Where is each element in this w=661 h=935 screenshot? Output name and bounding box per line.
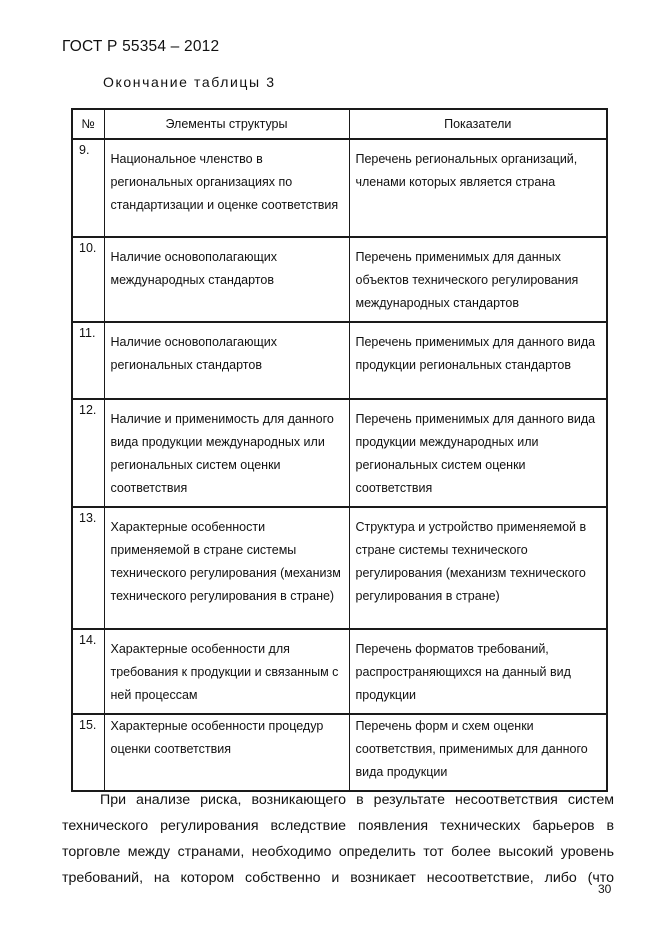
page-number: 30 (598, 882, 612, 896)
row-number: 14. (72, 629, 104, 714)
table-row (72, 507, 607, 629)
row-indicator: Перечень применимых для данного вида продукции международных или региональных систем оценки соответствия (349, 399, 607, 507)
table-row (72, 714, 607, 791)
row-number: 11. (72, 322, 104, 399)
table-row (72, 399, 607, 507)
row-element: Характерные особенности процедур оценки соответствия (104, 714, 349, 791)
row-indicator: Перечень применимых для данного вида продукции региональных стандартов (349, 322, 607, 399)
row-element: Национальное членство в региональных организациях по стандартизации и оценке соответствия (104, 139, 349, 237)
row-element: Наличие и применимость для данного вида продукции международных или региональных систем оценки соответствия (104, 399, 349, 507)
row-element: Наличие основополагающих международных стандартов (104, 237, 349, 322)
table-row (72, 237, 607, 322)
table-row (72, 629, 607, 714)
column-header-indicators: Показатели (349, 109, 607, 139)
row-element: Характерные особенности применяемой в стране системы технического регулирования (механизм технического регулирования в стране) (104, 507, 349, 629)
row-indicator: Перечень форматов требований, распространяющихся на данный вид продукции (349, 629, 607, 714)
row-element: Характерные особенности для требования к продукции и связанным с ней процессам (104, 629, 349, 714)
document-header: ГОСТ Р 55354 – 2012 (62, 38, 220, 55)
row-number: 9. (72, 139, 104, 237)
table-caption: Окончание таблицы 3 (103, 74, 276, 90)
column-header-number: № (72, 109, 104, 139)
table-header-row (72, 109, 607, 139)
structure-table (71, 108, 608, 792)
row-indicator: Перечень применимых для данных объектов технического регулирования международных стандартов (349, 237, 607, 322)
body-paragraph (62, 787, 614, 891)
row-number: 10. (72, 237, 104, 322)
row-indicator: Структура и устройство применяемой в стране системы технического регулирования (механизм технического регулирования в стране) (349, 507, 607, 629)
table-row (72, 139, 607, 237)
row-element: Наличие основополагающих региональных стандартов (104, 322, 349, 399)
row-indicator: Перечень региональных организаций, членами которых является страна (349, 139, 607, 237)
row-number: 13. (72, 507, 104, 629)
row-indicator: Перечень форм и схем оценки соответствия, применимых для данного вида продукции (349, 714, 607, 791)
body-paragraph-text: При анализе риска, возникающего в результате несоответствия систем технического регулирования вследствие появления технических барьеров в торговле между странами, необходимо определить тот более высокий уровень требований, на котором собственно и возникает несоответствие, либо (что (62, 792, 614, 886)
row-number: 12. (72, 399, 104, 507)
table-row (72, 322, 607, 399)
row-number: 15. (72, 714, 104, 791)
column-header-elements: Элементы структуры (104, 109, 349, 139)
